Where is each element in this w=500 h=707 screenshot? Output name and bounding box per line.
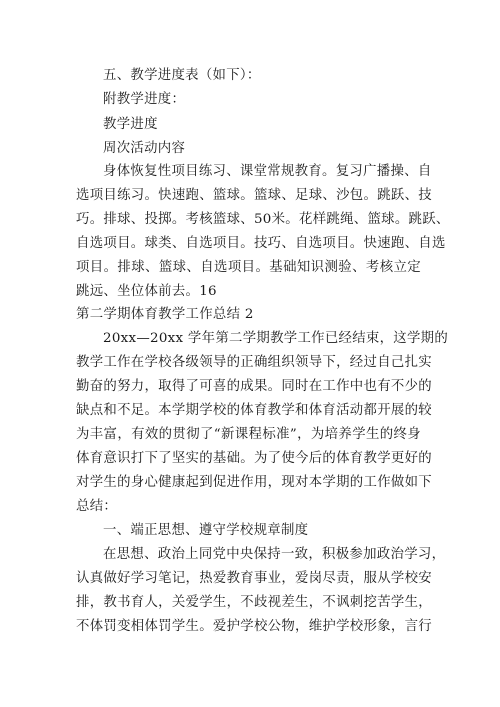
paragraph-line: 总结： [76, 499, 118, 514]
paragraph-line: 不体罚变相体罚学生。爱护学校公物，维护学校形象，言行 [76, 619, 432, 634]
sub-heading: 一、端正思想、遵守学校规章制度 [103, 523, 309, 538]
paragraph-line: 勤奋的努力，取得了可喜的成果。同时在工作中也有不少的 [76, 379, 432, 394]
article-title: 第二学期体育教学工作总结 2 [76, 307, 254, 322]
schedule-line: 自选项目。球类、自选项目。技巧、自选项目。快速跑、自选 [76, 236, 446, 251]
paragraph-line: 教学工作在学校各级领导的正确组织领导下，经过自己扎实 [76, 355, 432, 370]
paragraph-line: 认真做好学习笔记，热爱教育事业，爱岗尽责，服从学校安 [76, 571, 432, 586]
schedule-header: 周次活动内容 [103, 141, 186, 156]
paragraph-line: 20xx—20xx 学年第二学期教学工作已经结束，这学期的 [103, 331, 449, 346]
paragraph-line: 在思想、政治上同党中央保持一致，积极参加政治学习， [103, 547, 446, 562]
schedule-title: 教学进度 [103, 117, 158, 132]
schedule-line: 身体恢复性项目练习、课堂常规教育。复习广播操、自 [103, 164, 432, 179]
section-heading: 五、教学进度表（如下）： [103, 68, 261, 83]
paragraph-line: 缺点和不足。本学期学校的体育教学和体育活动都开展的较 [76, 403, 432, 418]
paragraph-line: 对学生的身心健康起到促进作用，现对本学期的工作做如下 [76, 475, 432, 490]
schedule-line: 跳远、坐位体前去。16 [76, 284, 217, 299]
schedule-line: 选项目练习。快速跑、篮球。篮球、足球、沙包。跳跃、技 [76, 188, 432, 203]
paragraph-line: 体育意识打下了坚实的基础。为了使今后的体育教学更好的 [76, 451, 432, 466]
attachment-label: 附教学进度： [103, 92, 186, 107]
schedule-line: 巧。排球、投掷。考核篮球、50米。花样跳绳、篮球。跳跃、 [76, 212, 450, 227]
schedule-line: 项目。排球、篮球、自选项目。基础知识测验、考核立定 [76, 260, 421, 275]
paragraph-line: 排，教书育人，关爱学生，不歧视差生，不讽刺挖苦学生， [76, 595, 432, 610]
paragraph-line: 为丰富，有效的贯彻了“新课程标准”，为培养学生的终身 [76, 427, 421, 442]
